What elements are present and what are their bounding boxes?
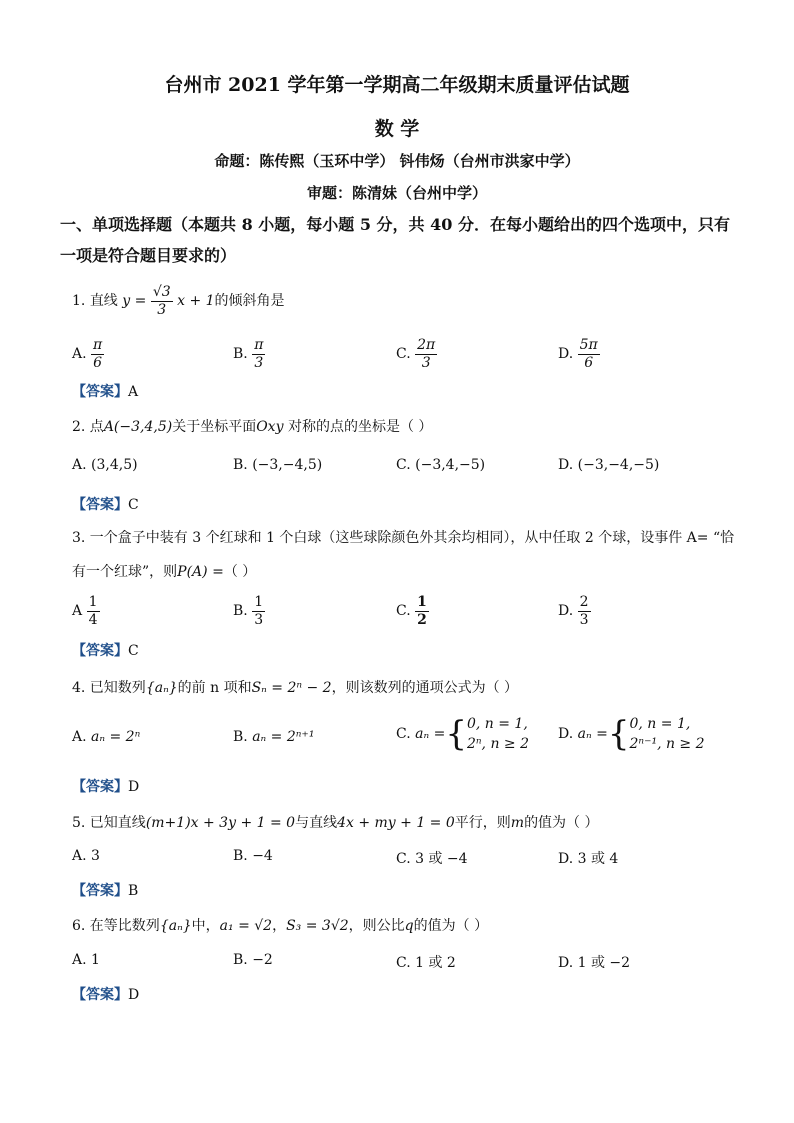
q5-option-b[interactable]: B. −4 bbox=[233, 848, 273, 864]
q6-option-b[interactable]: B. −2 bbox=[233, 952, 273, 968]
q3-option-a[interactable]: A $\frac{1}{4}$ bbox=[72, 593, 98, 628]
q3-option-c[interactable]: C. $\frac{1}{2}$ bbox=[396, 593, 427, 628]
q2-option-b[interactable]: B. (−3,−4,5) bbox=[233, 457, 323, 473]
q1-answer: 【答案】A bbox=[72, 384, 139, 400]
q2-option-a[interactable]: A. (3,4,5) bbox=[72, 457, 138, 473]
question-3-line2: 有一个红球”，则P(A) =（ ） bbox=[72, 564, 257, 580]
section-heading-line1: 一、单项选择题（本题共 8 小题，每小题 5 分，共 40 分．在每小题给出的四个选项中，只有 bbox=[60, 215, 730, 234]
exam-title: 台州市 2021 学年第一学期高二年级期末质量评估试题 bbox=[164, 74, 630, 96]
question-2: 2. 点A(−3,4,5)关于坐标平面Oxy 对称的点的坐标是（ ） bbox=[72, 419, 433, 435]
question-4: 4. 已知数列{aₙ}的前 n 项和Sₙ = 2ⁿ − 2，则该数列的通项公式为（ ） bbox=[72, 680, 519, 696]
q2-option-d[interactable]: D. (−3,−4,−5) bbox=[558, 457, 660, 473]
q4-answer: 【答案】D bbox=[72, 779, 140, 795]
q1-option-d[interactable]: D. $\frac{5\pi}{6}$ bbox=[558, 336, 598, 371]
q5-answer: 【答案】B bbox=[72, 883, 139, 899]
subject-title: 数 学 bbox=[374, 118, 420, 140]
q6-option-a[interactable]: A. 1 bbox=[72, 952, 100, 968]
question-number: 1. bbox=[72, 293, 86, 309]
q5-option-a[interactable]: A. 3 bbox=[72, 848, 100, 864]
reviewer-line: 审题：陈清妹（台州中学） bbox=[306, 184, 487, 202]
question-1: 1. 直线 y = $\frac{√3}{3}$ x + 1的倾斜角是 bbox=[72, 283, 285, 318]
q3-answer: 【答案】C bbox=[72, 643, 139, 659]
q5-option-c[interactable]: C. 3 或 −4 bbox=[396, 851, 468, 867]
q1-option-c[interactable]: C. $\frac{2\pi}{3}$ bbox=[396, 336, 436, 371]
q1-option-a[interactable]: A. $\frac{\pi}{6}$ bbox=[72, 336, 103, 371]
question-5: 5. 已知直线(m+1)x + 3y + 1 = 0与直线4x + my + 1 = 0平行，则m的值为（ ） bbox=[72, 815, 599, 831]
fraction: $\frac{√3}{3}$ bbox=[152, 283, 171, 318]
q4-option-a[interactable]: A. aₙ = 2ⁿ bbox=[72, 729, 141, 745]
question-3-line1: 3. 一个盒子中装有 3 个红球和 1 个白球（这些球除颜色外其余均相同），从中任取 2 个球，设事件 A= “恰 bbox=[72, 530, 735, 546]
q6-option-d[interactable]: D. 1 或 −2 bbox=[558, 955, 631, 971]
q5-option-d[interactable]: D. 3 或 4 bbox=[558, 851, 619, 867]
q2-answer: 【答案】C bbox=[72, 497, 139, 513]
q3-option-d[interactable]: D. $\frac{2}{3}$ bbox=[558, 593, 589, 628]
q6-answer: 【答案】D bbox=[72, 987, 140, 1003]
q2-option-c[interactable]: C. (−3,4,−5) bbox=[396, 457, 486, 473]
q4-option-b[interactable]: B. aₙ = 2ⁿ⁺¹ bbox=[233, 729, 315, 745]
q3-option-b[interactable]: B. $\frac{1}{3}$ bbox=[233, 593, 264, 628]
q4-option-d[interactable]: D. aₙ ={ 0, n = 1, 2ⁿ⁻¹, n ≥ 2 bbox=[558, 714, 705, 754]
q4-option-c[interactable]: C. aₙ ={ 0, n = 1, 2ⁿ, n ≥ 2 bbox=[396, 714, 530, 754]
authors-line: 命题：陈传熙（玉环中学） 钭伟炀（台州市洪家中学） bbox=[214, 152, 580, 170]
q1-option-b[interactable]: B. $\frac{\pi}{3}$ bbox=[233, 336, 264, 371]
q6-option-c[interactable]: C. 1 或 2 bbox=[396, 955, 456, 971]
question-6: 6. 在等比数列{aₙ}中，a₁ = √2，S₃ = 3√2，则公比q的值为（ ） bbox=[72, 918, 489, 934]
section-heading-line2: 一项是符合题目要求的） bbox=[60, 246, 237, 265]
